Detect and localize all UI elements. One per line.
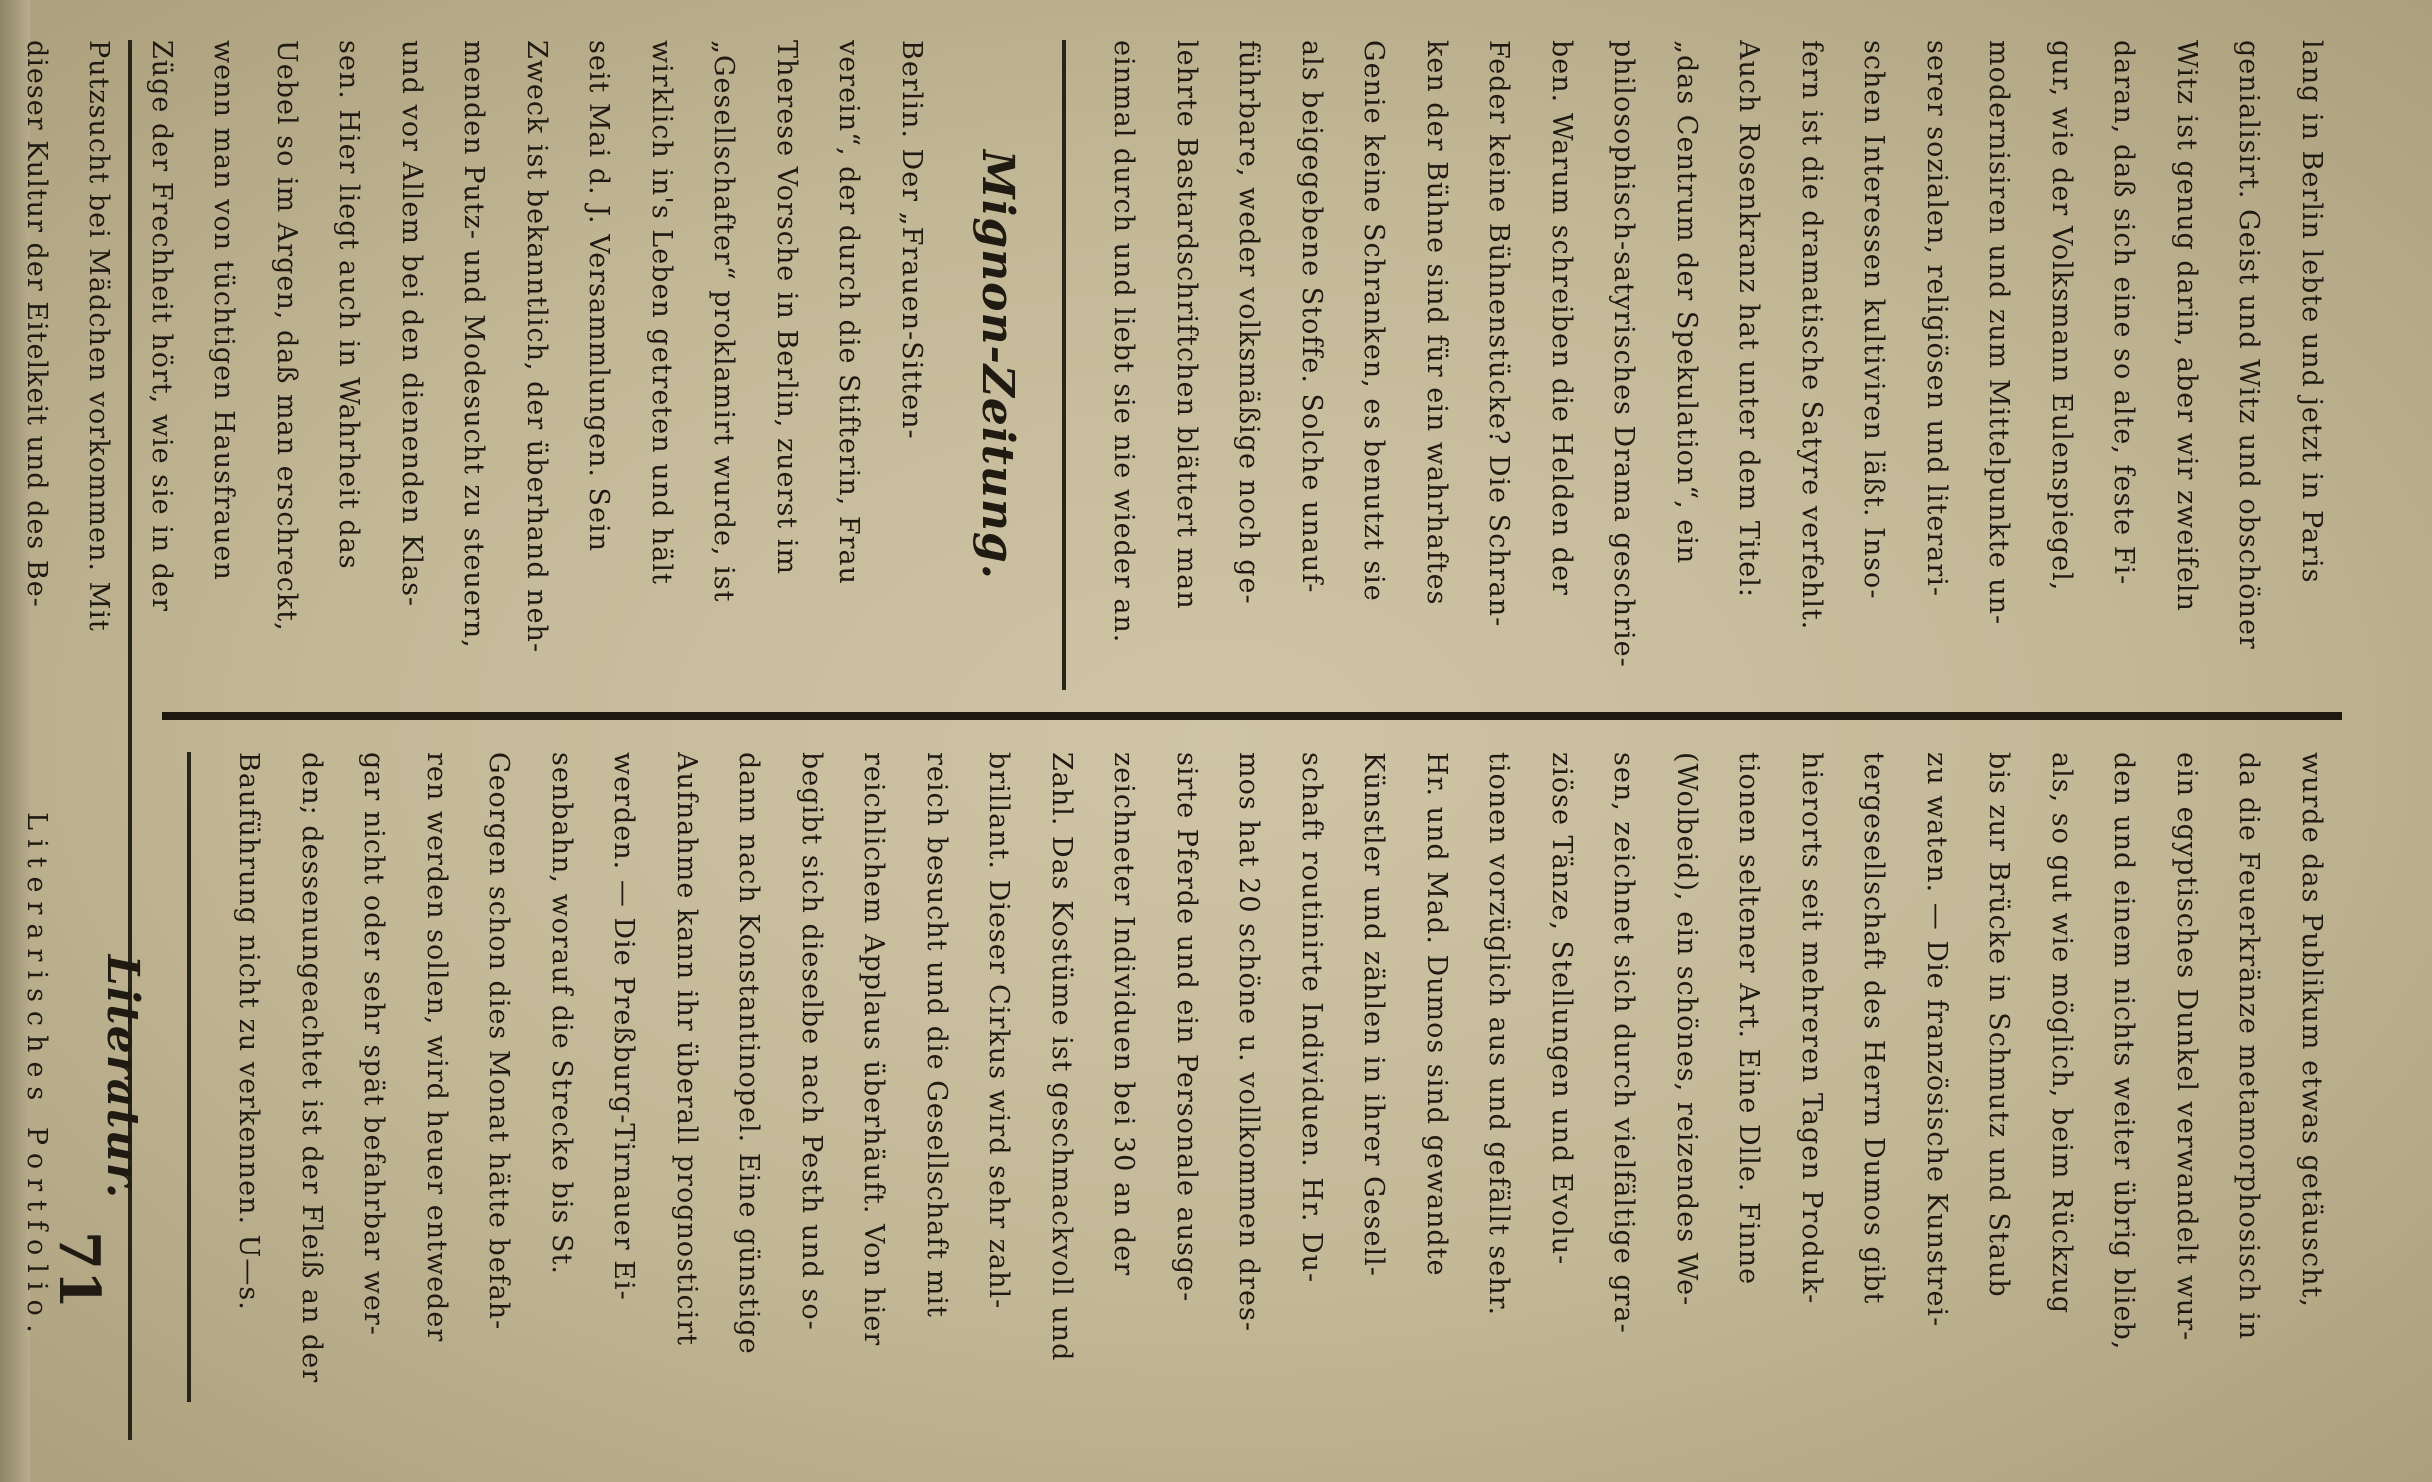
text-line: „Gesellschafter“ proklamirt wurde, ist [708, 40, 740, 603]
text-line: werden. — Die Preßburg-Tirnauer Ei- [608, 752, 640, 1301]
text-line: ren werden sollen, wird heuer entweder [421, 752, 452, 1343]
text-line: schen Interessen kultiviren läßt. Inso- [1858, 40, 1890, 600]
text-line: dieser Kultur der Eitelkeit und des Be- [21, 40, 52, 608]
text-line: brillant. Dieser Cirkus wird sehr zahl- [983, 752, 1015, 1310]
text-line: ken der Bühne sind für ein wahrhaftes [1421, 40, 1452, 606]
subsection-title: Literarisches Portfolio. [21, 812, 52, 1342]
text-line: als beigegebene Stoffe. Solche unauf- [1296, 40, 1327, 594]
text-line: daran, daß sich eine so alte, feste Fi- [2108, 40, 2140, 586]
text-line: (Wolbeid), ein schönes, reizendes We- [1671, 752, 1702, 1307]
text-line: Georgen schon dies Monat hätte befah- [483, 752, 515, 1331]
text-line: philosophisch-satyrisches Drama geschrie- [1608, 40, 1640, 668]
left-column [0, 752, 2342, 1402]
continued-article [1092, 40, 2342, 690]
text-line: reich besucht und die Gesellschaft mit [921, 752, 952, 1318]
section-separator [1062, 40, 1066, 690]
text-line: seit Mai d. J. Versammlungen. Sein [583, 40, 615, 552]
text-line: sirte Pferde und ein Personale ausge- [1171, 752, 1202, 1303]
text-line: Hr. und Mad. Dumos sind gewandte [1421, 752, 1452, 1277]
text-line: menden Putz- und Modesucht zu steuern, [458, 40, 490, 649]
text-line: tergesellschaft des Herrn Dumos gibt [1858, 752, 1890, 1305]
text-line: Witz ist genug darin, aber wir zweifeln [2171, 40, 2202, 612]
text-line: gur, wie der Volksmann Eulenspiegel, [2046, 40, 2077, 592]
text-line: fern ist die dramatische Satyre verfehlt. [1796, 40, 1827, 631]
text-line: dann nach Konstantinopel. Eine günstige [733, 752, 765, 1355]
text-line: da die Feuerkränze metamorphosisch in [2233, 752, 2265, 1341]
text-line: Therese Vorsche in Berlin, zuerst im [771, 40, 802, 575]
section-separator [187, 752, 191, 1402]
text-line: tionen vorzüglich aus und gefällt sehr. [1483, 752, 1515, 1317]
section-title-mignon-zeitung: Mignon-Zeitung. [972, 150, 1023, 580]
text-line: Bauführung nicht zu verkennen. U—s. [233, 752, 265, 1311]
text-line: gar nicht oder sehr spät befahrbar wer- [358, 752, 390, 1336]
berlin-article [0, 40, 942, 690]
text-line: Aufnahme kann ihr überall prognosticirt [671, 752, 702, 1346]
text-line: Putzsucht bei Mädchen vorkommen. Mit [83, 40, 115, 632]
page-number: 71 [46, 1231, 112, 1309]
text-line: „das Centrum der Spekulation“, ein [1671, 40, 1702, 565]
column-divider [162, 712, 2342, 720]
text-line: den und einem nichts weiter übrig blieb, [2108, 752, 2140, 1351]
text-line: Zweck ist bekanntlich, der überhand neh- [521, 40, 552, 654]
text-line: senbahn, worauf die Strecke bis St. [546, 752, 577, 1275]
text-line: Auch Rosenkranz hat unter dem Titel: [1733, 40, 1765, 599]
text-line: serer sozialen, religiösen und literari- [1921, 40, 1952, 597]
text-line: einmal durch und liebt sie nie wieder an. [1108, 40, 1140, 644]
text-line: lehrte Bastardschriftchen blättert man [1171, 40, 1202, 610]
text-line: wurde das Publikum etwas getäuscht, [2296, 752, 2327, 1308]
text-line: wirklich in's Leben getreten und hält [646, 40, 677, 585]
text-line: zeichneter Individuen bei 30 an der [1108, 752, 1140, 1277]
text-line: begibt sich dieselbe nach Pesth und so- [796, 752, 827, 1331]
text-line: zu waten. — Die französische Kunstrei- [1921, 752, 1952, 1328]
text-line: Uebel so im Argen, daß man erschreckt, [271, 40, 302, 632]
text-line: mos hat 20 schöne u. vollkommen dres- [1233, 752, 1265, 1332]
pressburg-article [217, 752, 2342, 1402]
text-line: genialisirt. Geist und Witz und obschöner [2233, 40, 2265, 650]
text-line: Züge der Frechheit hört, wie sie in der [146, 40, 177, 613]
text-line: Berlin. Der „Frauen-Sitten- [896, 40, 927, 440]
text-line: den; dessenungeachtet ist der Fleiß an der [296, 752, 327, 1384]
text-line: hierorts seit mehreren Tagen Produk- [1796, 752, 1827, 1305]
text-line: modernisiren und zum Mittelpunkte un- [1983, 40, 2015, 626]
text-line: führbare, weder volksmäßige noch ge- [1233, 40, 1265, 605]
text-line: Zahl. Das Kostüme ist geschmackvoll und [1046, 752, 1077, 1362]
text-line: bis zur Brücke in Schmutz und Staub [1983, 752, 2015, 1298]
text-line: und vor Allem bei den dienenden Klas- [396, 40, 427, 608]
text-line: ziöse Tänze, Stellungen und Evolu- [1546, 752, 1577, 1266]
text-line: wenn man von tüchtigen Hausfrauen [208, 40, 240, 581]
text-line: sen, zeichnet sich durch vielfältige gra- [1608, 752, 1640, 1334]
text-line: ein egyptisches Dunkel verwandelt wur- [2171, 752, 2202, 1342]
right-column [0, 40, 2342, 690]
text-line: tionen seltener Art. Eine Dlle. Finne [1733, 752, 1765, 1286]
text-line: als, so gut wie möglich, beim Rückzug [2046, 752, 2077, 1315]
section-title-literatur: Literatur. [97, 954, 148, 1200]
text-line: lang in Berlin lebte und jetzt in Paris [2296, 40, 2327, 584]
text-line: reichlichem Applaus überhäuft. Von hier [858, 752, 890, 1347]
text-line: Künstler und zählen in ihrer Gesell- [1358, 752, 1390, 1277]
text-line: Feder keine Bühnenstücke? Die Schran- [1483, 40, 1515, 628]
text-line: schaft routinirte Individuen. Hr. Du- [1296, 752, 1327, 1284]
text-line: verein“, der durch die Stifterin, Frau [833, 40, 865, 586]
text-line: ben. Warum schreiben die Helden der [1546, 40, 1577, 596]
text-line: sen. Hier liegt auch in Wahrheit das [333, 40, 365, 570]
text-line: Genie keine Schranken, es benutzt sie [1358, 40, 1390, 602]
